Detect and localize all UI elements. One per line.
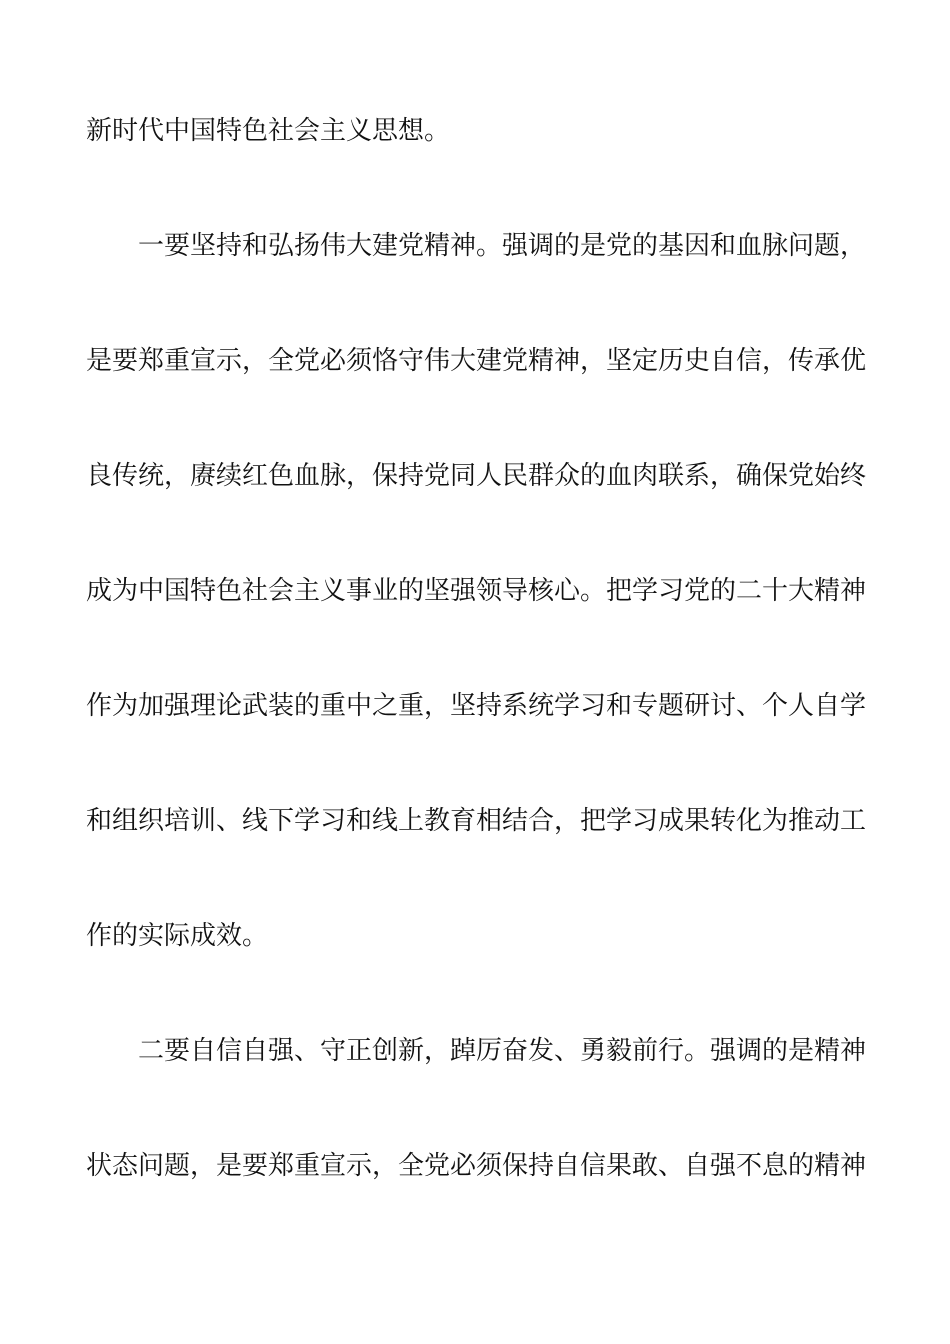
- line-gap: [86, 736, 866, 794]
- line-gap: [86, 1081, 866, 1139]
- text-line: 一要坚持和弘扬伟大建党精神。强调的是党的基因和血脉问题，: [138, 231, 867, 261]
- paragraph: [86, 218, 866, 966]
- paragraph: [86, 103, 866, 161]
- line-gap: [86, 851, 866, 909]
- text-line: 成为中国特色社会主义事业的坚强领导核心。把学习党的二十大精神: [86, 576, 867, 606]
- body-text: [86, 103, 866, 1196]
- text-line: 状态问题，是要郑重宣示，全党必须保持自信果敢、自强不息的精神: [86, 1151, 867, 1181]
- text-line: 新时代中国特色社会主义思想。: [86, 116, 451, 146]
- line-gap: [86, 621, 866, 679]
- paragraph: [86, 1023, 866, 1196]
- text-line: 是要郑重宣示，全党必须恪守伟大建党精神，坚定历史自信，传承优: [86, 346, 867, 376]
- paragraph-gap: [86, 161, 866, 219]
- text-line: 作为加强理论武装的重中之重，坚持系统学习和专题研讨、个人自学: [86, 691, 867, 721]
- line-gap: [86, 506, 866, 564]
- line-gap: [86, 391, 866, 449]
- text-line: 二要自信自强、守正创新，踔厉奋发、勇毅前行。强调的是精神: [138, 1036, 867, 1066]
- line-gap: [86, 276, 866, 334]
- text-line: 作的实际成效。: [86, 921, 269, 951]
- paragraph-gap: [86, 966, 866, 1024]
- text-line: 良传统，赓续红色血脉，保持党同人民群众的血肉联系，确保党始终: [86, 461, 867, 491]
- text-line: 和组织培训、线下学习和线上教育相结合，把学习成果转化为推动工: [86, 806, 867, 836]
